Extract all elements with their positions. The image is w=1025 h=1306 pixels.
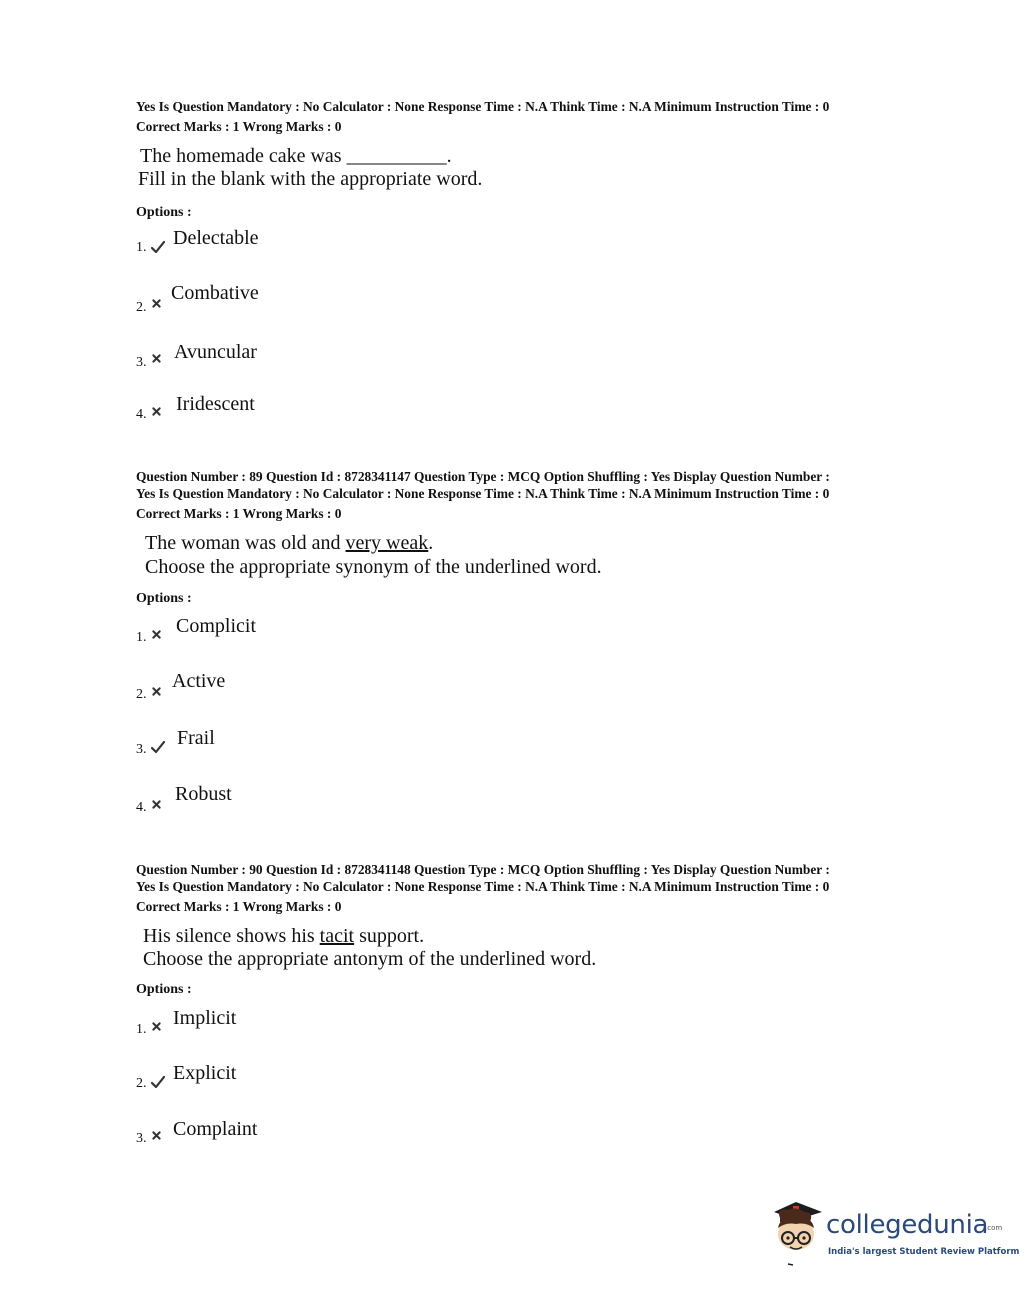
- cross-icon: [151, 1021, 162, 1032]
- q88-option-3: [136, 340, 536, 370]
- option-text: Combative: [171, 282, 259, 304]
- option-number: 2.: [136, 1076, 147, 1091]
- q89-option-4: [136, 782, 536, 815]
- logo-name: collegedunia: [826, 1210, 989, 1240]
- q89-option-2: [136, 669, 536, 702]
- option-text: Robust: [175, 783, 232, 805]
- q89-meta-line2: Yes Is Question Mandatory : No Calculator : None Response Time : N.A Think Time : N.A Minimum Instruction Time : 0: [136, 486, 830, 501]
- q88-meta-line3: Correct Marks : 1 Wrong Marks : 0: [136, 119, 342, 134]
- q88-option-1: [136, 226, 536, 256]
- check-icon: [151, 1075, 165, 1089]
- option-number: 1.: [136, 630, 147, 645]
- q89-meta-line3: Correct Marks : 1 Wrong Marks : 0: [136, 506, 342, 521]
- cross-icon: [151, 406, 162, 417]
- option-number: 1.: [136, 240, 147, 255]
- q90-text2: Choose the appropriate antonym of the underlined word.: [143, 948, 597, 970]
- q90-text1-before: His silence shows his: [143, 925, 320, 947]
- mascot-icon: [766, 1198, 826, 1268]
- q89-text1-after: .: [428, 532, 434, 554]
- option-number: 2.: [136, 687, 147, 702]
- cross-icon: [151, 1130, 162, 1141]
- q88-meta-line2: Yes Is Question Mandatory : No Calculator : None Response Time : N.A Think Time : N.A Minimum Instruction Time : 0: [136, 99, 830, 114]
- option-text: Implicit: [173, 1007, 237, 1029]
- q90-meta-line2: Yes Is Question Mandatory : No Calculator : None Response Time : N.A Think Time : N.A Minimum Instruction Time : 0: [136, 879, 830, 894]
- cross-icon: [151, 686, 162, 697]
- option-text: Frail: [177, 727, 215, 749]
- cross-icon: [151, 629, 162, 640]
- q88-option-4: [136, 392, 536, 422]
- cross-icon: [151, 353, 162, 364]
- q88-options-label: Options :: [136, 205, 192, 220]
- logo-suffix: .com: [985, 1224, 1003, 1232]
- q90-meta-line3: Correct Marks : 1 Wrong Marks : 0: [136, 899, 342, 914]
- cross-icon: [151, 298, 162, 309]
- option-text: Complaint: [173, 1118, 258, 1140]
- check-icon: [151, 240, 165, 254]
- q89-text1-before: The woman was old and: [145, 532, 346, 554]
- q89-meta-line1: Question Number : 89 Question Id : 8728341147 Question Type : MCQ Option Shuffling : Yes Display Question Number :: [136, 469, 830, 484]
- option-text: Delectable: [173, 227, 259, 249]
- option-text: Avuncular: [174, 341, 257, 363]
- q89-underlined-word: very weak: [345, 532, 429, 554]
- option-text: Iridescent: [176, 393, 255, 415]
- q90-option-3: [136, 1117, 536, 1147]
- q89-text1: [145, 531, 433, 555]
- cross-icon: [151, 799, 162, 810]
- q88-text2: Fill in the blank with the appropriate word.: [138, 168, 483, 190]
- q89-option-1: [136, 614, 536, 644]
- option-text: Complicit: [176, 615, 256, 637]
- option-number: 4.: [136, 800, 147, 815]
- q90-option-2: [136, 1061, 536, 1091]
- option-number: 1.: [136, 1022, 147, 1037]
- q88-option-2: [136, 281, 536, 315]
- q90-text1: [143, 924, 424, 948]
- option-number: 3.: [136, 1131, 147, 1146]
- logo-tagline: India's largest Student Review Platform: [828, 1247, 1020, 1257]
- q90-options-label: Options :: [136, 982, 192, 997]
- q88-text1: The homemade cake was __________.: [140, 145, 452, 167]
- q89-options-label: Options :: [136, 591, 192, 606]
- q89-text2: Choose the appropriate synonym of the underlined word.: [145, 556, 602, 578]
- q90-meta-line1: Question Number : 90 Question Id : 8728341148 Question Type : MCQ Option Shuffling : Yes Display Question Number :: [136, 862, 830, 877]
- q90-option-1: [136, 1006, 536, 1036]
- option-text: Active: [172, 670, 226, 692]
- option-number: 2.: [136, 300, 147, 315]
- check-icon: [151, 740, 165, 754]
- q90-underlined-word: tacit: [319, 925, 355, 947]
- q89-option-3: [136, 726, 536, 756]
- q90-text1-after: support.: [354, 925, 425, 947]
- option-number: 3.: [136, 742, 147, 757]
- option-text: Explicit: [173, 1062, 237, 1084]
- option-number: 4.: [136, 407, 147, 422]
- option-number: 3.: [136, 355, 147, 370]
